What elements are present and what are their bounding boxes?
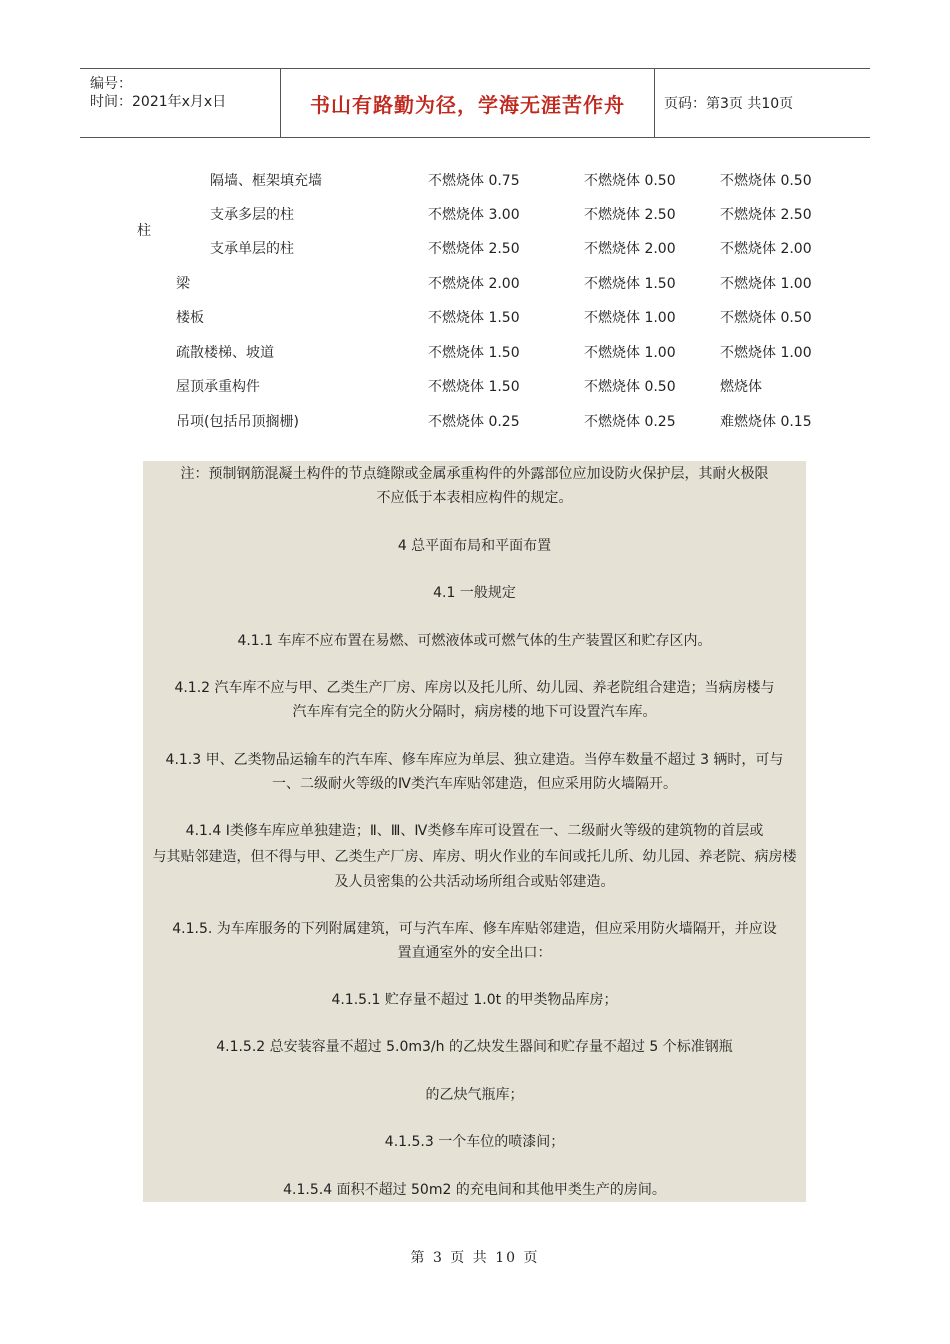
table-cell: 不燃烧体 0.50: [584, 173, 676, 189]
table-group-label-pillar: 柱: [137, 223, 151, 239]
table-row-name: 支承单层的柱: [210, 241, 294, 257]
clause-paragraph: 置直通室外的安全出口：: [397, 945, 552, 961]
table-row: [0, 307, 950, 331]
table-cell: 不燃烧体 1.00: [720, 276, 812, 292]
table-cell: 不燃烧体 2.00: [428, 276, 520, 292]
header-motto-cell: [281, 69, 655, 137]
table-cell: 不燃烧体 1.50: [428, 310, 520, 326]
document-number-label: 编号：: [90, 76, 132, 92]
table-cell: 不燃烧体 2.00: [584, 241, 676, 257]
table-cell: 不燃烧体 1.00: [584, 345, 676, 361]
table-row-name: 疏散楼梯、坡道: [176, 345, 274, 361]
header-meta-cell: [80, 69, 281, 137]
page-header: [80, 68, 870, 138]
table-row: [0, 342, 950, 366]
clause-item: 4.1.5.4 面积不超过 50m2 的充电间和其他甲类生产的房间。: [283, 1182, 666, 1198]
table-cell: 不燃烧体 1.50: [428, 379, 520, 395]
table-cell: 不燃烧体 0.25: [584, 414, 676, 430]
header-motto: 书山有路勤为径，学海无涯苦作舟: [310, 92, 625, 117]
table-row: [0, 273, 950, 297]
table-cell: 不燃烧体 1.00: [720, 345, 812, 361]
header-page-cell: [664, 69, 870, 137]
table-cell: 不燃烧体 3.00: [428, 207, 520, 223]
clause-paragraph: 与其贴邻建造，但不得与甲、乙类生产厂房、库房、明火作业的车间或托儿所、幼儿园、养老院、病房楼: [152, 849, 797, 865]
clause-item: 的乙炔气瓶库；: [425, 1087, 524, 1103]
table-row: [0, 170, 950, 194]
table-cell: 不燃烧体 2.50: [584, 207, 676, 223]
clause-paragraph: 汽车库有完全的防火分隔时，病房楼的地下可设置汽车库。: [292, 704, 657, 720]
clause-paragraph: 4.1.3 甲、乙类物品运输车的汽车库、修车库应为单层、独立建造。当停车数量不超过 3 辆时，可与: [165, 752, 784, 768]
table-note-line: 注：预制钢筋混凝土构件的节点缝隙或金属承重构件的外露部位应加设防火保护层，其耐火极限: [180, 466, 769, 482]
clause-paragraph: 4.1.4 Ⅰ类修车库应单独建造；Ⅱ、Ⅲ、Ⅳ类修车库可设置在一、二级耐火等级的建筑物的首层或: [185, 823, 764, 839]
table-cell: 不燃烧体 0.25: [428, 414, 520, 430]
table-row-name: 吊项(包括吊顶搁栅): [176, 414, 299, 430]
table-cell: 不燃烧体 0.75: [428, 173, 520, 189]
table-row: [0, 411, 950, 435]
table-row-name: 楼板: [176, 310, 204, 326]
table-row-name: 梁: [176, 276, 190, 292]
table-row-name: 支承多层的柱: [210, 207, 294, 223]
subsection-heading: 4.1 一般规定: [433, 585, 516, 601]
table-row: [0, 204, 950, 228]
document-date-label: 时间：2021年x月x日: [90, 94, 227, 110]
table-cell: 不燃烧体 0.50: [720, 310, 812, 326]
table-row-name: 隔墙、框架填充墙: [210, 173, 322, 189]
table-row: [0, 238, 950, 262]
table-cell: 不燃烧体 0.50: [584, 379, 676, 395]
clause-item: 4.1.5.3 一个车位的喷漆间；: [384, 1134, 565, 1150]
table-note-line: 不应低于本表相应构件的规定。: [376, 490, 573, 506]
table-row-name: 屋顶承重构件: [176, 379, 260, 395]
table-cell: 不燃烧体 1.00: [584, 310, 676, 326]
page-footer: 第 3 页 共 10 页: [410, 1250, 540, 1266]
table-row: [0, 376, 950, 400]
clause-item: 4.1.5.2 总安装容量不超过 5.0m3/h 的乙炔发生器间和贮存量不超过 5 个标准钢瓶: [216, 1039, 733, 1055]
header-page-label: 页码：第3页 共10页: [664, 96, 794, 112]
clause-paragraph: 4.1.1 车库不应布置在易燃、可燃液体或可燃气体的生产装置区和贮存区内。: [237, 633, 712, 649]
table-cell: 难燃烧体 0.15: [720, 414, 812, 430]
clause-item: 4.1.5.1 贮存量不超过 1.0t 的甲类物品库房；: [331, 992, 618, 1008]
regulation-text-block: [143, 461, 806, 1202]
table-cell: 不燃烧体 2.50: [720, 207, 812, 223]
clause-paragraph: 及人员密集的公共活动场所组合或贴邻建造。: [334, 874, 615, 890]
table-cell: 不燃烧体 1.50: [584, 276, 676, 292]
table-cell: 不燃烧体 2.00: [720, 241, 812, 257]
clause-paragraph: 一、二级耐火等级的Ⅳ类汽车库贴邻建造，但应采用防火墙隔开。: [272, 776, 677, 792]
clause-paragraph: 4.1.5. 为车库服务的下列附属建筑，可与汽车库、修车库贴邻建造，但应采用防火墙隔开，并应设: [172, 921, 777, 937]
table-cell: 燃烧体: [720, 379, 762, 395]
table-cell: 不燃烧体 1.50: [428, 345, 520, 361]
table-cell: 不燃烧体 0.50: [720, 173, 812, 189]
section-heading: 4 总平面布局和平面布置: [397, 538, 552, 554]
table-cell: 不燃烧体 2.50: [428, 241, 520, 257]
clause-paragraph: 4.1.2 汽车库不应与甲、乙类生产厂房、库房以及托儿所、幼儿园、养老院组合建造；当病房楼与: [174, 680, 775, 696]
